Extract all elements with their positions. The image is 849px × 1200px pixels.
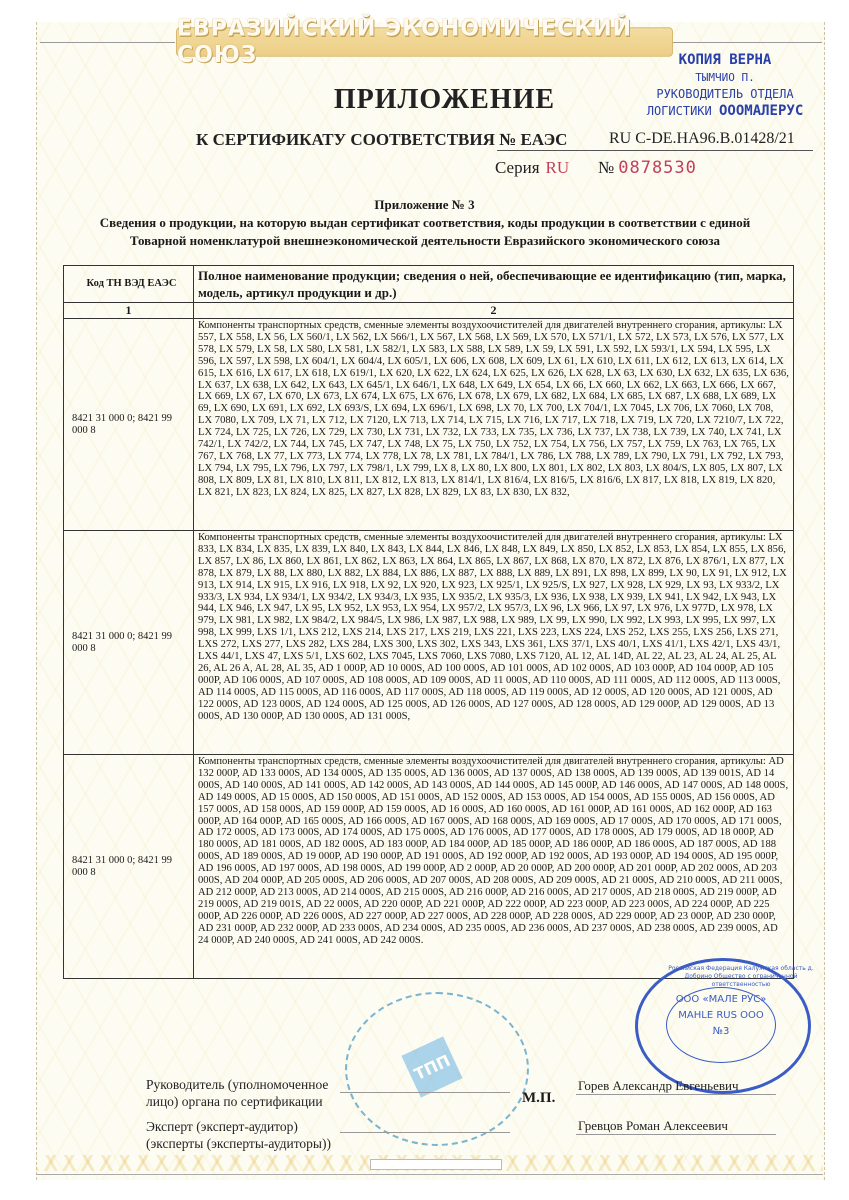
footer-print-code xyxy=(370,1159,502,1170)
blank-number xyxy=(598,158,697,178)
certificate-number-underline xyxy=(497,150,813,151)
expert-signatory-label xyxy=(146,1118,331,1152)
stamp-copy-person: ТЫМЧИО П. xyxy=(695,71,755,84)
blank-number-value: 0878530 xyxy=(618,158,697,178)
seal-logo-icon: ТПП xyxy=(401,1036,462,1097)
expert-signature-line xyxy=(340,1132,510,1133)
table-header-row xyxy=(64,266,794,303)
company-round-stamp xyxy=(635,958,814,1094)
stamp-copy-title: КОПИЯ ВЕРНА xyxy=(678,52,772,68)
head-label-line1: Руководитель (уполномоченное xyxy=(146,1077,329,1092)
row-code: 8421 31 000 0; 8421 99 000 8 xyxy=(64,755,194,979)
appendix-description-line1: Сведения о продукции, на которую выдан сертификат соответствия, коды продукции в соответствии с единой xyxy=(99,215,751,230)
head-label-line2: лицо) органа по сертификации xyxy=(146,1094,323,1109)
row-description: Компоненты транспортных средств, сменные элементы воздухоочистителей для двигателей внутреннего сгорания, артикулы: LX 833, LX 834, LX 835, LX 839, LX 840, LX 843, LX 844, LX 846, LX 848, LX 849, LX 850, LX 852, LX 853, LX 854, LX 855, LX 856, LX 857, LX 86, LX 860, LX 861, LX 862, LX 863, LX 864, LX 865, LX 867, LX 868, LX 870, LX 872, LX 876, LX 876/1, LX 877, LX 878, LX 879, LX 88, LX 880, LX 882, LX 884, LX 886, LX 887, LX 888, LX 889, LX 891, LX 898, LX 899, LX 90, LX 91, LX 912, LX 913, LX 914, LX 915, LX 916, LX 918, LX 92, LX 920, LX 923, LX 925/1, LX 925/S, LX 927, LX 928, LX 929, LX 93, LX 933/2, LX 933/3, LX 934, LX 934/1, LX 934/2, LX 934/3, LX 935, LX 935/2, LX 935/3, LX 936, LX 938, LX 939, LX 941, LX 942, LX 943, LX 944, LX 946, LX 947, LX 95, LX 952, LX 953, LX 954, LX 957/2, LX 957/3, LX 96, LX 966, LX 97, LX 976, LX 977D, LX 978, LX 979, LX 981, LX 982, LX 984/2, LX 984/5, LX 986, LX 987, LX 988, LX 989, LX 99, LX 990, LX 992, LX 993, LX 995, LX 997, LX 998, LX 999, LXS 1/1, LXS 212, LXS 214, LXS 217, LXS 219, LXS 221, LXS 223, LXS 224, LXS 252, LXS 255, LXS 256, LXS 271, LXS 272, LXS 277, LXS 282, LXS 284, LXS 300, LXS 302, LXS 343, LXS 361, LXS 37/1, LXS 40/1, LXS 41/1, LXS 42/1, LXS 43/1, LXS 44/1, LXS 47, LXS 5/1, LXS 602, LXS 7045, LXS 7060, LXS 7080, LXS 7120, AL 12, AL 14D, AL 22, AL 23, AL 24, AL 25, AL 26, AL 26 A, AL 28, AL 35, AD 1 000P, AD 10 000S, AD 100 000S, AD 101 000S, AD 102 000S, AD 103 000P, AD 104 000P, AD 105 000P, AD 106 000S, AD 107 000S, AD 108 000S, AD 109 000S, AD 11 000S, AD 110 000S, AD 111 000S, AD 112 000S, AD 113 000S, AD 114 000S, AD 115 000S, AD 116 000S, AD 117 000S, AD 118 000S, AD 119 000S, AD 12 000S, AD 120 000S, AD 121 000S, AD 122 000S, AD 123 000S, AD 124 000S, AD 125 000S, AD 126 000S, AD 127 000S, AD 128 000S, AD 129 000P, AD 129 000S, AD 13 000S, AD 130 000P, AD 130 000S, AD 131 000S, xyxy=(194,531,794,755)
eaeu-banner: ЕВРАЗИЙСКИЙ ЭКОНОМИЧЕСКИЙ СОЮЗ xyxy=(176,27,673,56)
expert-name: Гревцов Роман Алексеевич xyxy=(578,1118,728,1133)
column-number-1: 1 xyxy=(64,303,194,319)
stamp-copy-position: РУКОВОДИТЕЛЬ ОТДЕЛА xyxy=(656,87,794,101)
column-number-row xyxy=(64,303,794,319)
stamp-copy-company: ОООМАЛЕРУС xyxy=(718,103,804,119)
appendix-description-line2: Товарной номенклатурой внешнеэкономической деятельности Евразийского экономического союза xyxy=(129,233,721,248)
series xyxy=(495,158,569,178)
footer-rule xyxy=(36,1174,823,1175)
row-description: Компоненты транспортных средств, сменные элементы воздухоочистителей для двигателей внутреннего сгорания, артикулы: LX 557, LX 558, LX 56, LX 560/1, LX 562, LX 566/1, LX 567, LX 568, LX 569, LX 570, LX 571/1, LX 572, LX 573, LX 576, LX 577, LX 578, LX 579, LX 58, LX 580, LX 581, LX 582/1, LX 583, LX 588, LX 589, LX 59, LX 591, LX 592, LX 593/1, LX 594, LX 595, LX 596, LX 597, LX 598, LX 604/1, LX 604/4, LX 605/1, LX 606, LX 608, LX 609, LX 61, LX 610, LX 611, LX 612, LX 613, LX 614, LX 615, LX 616, LX 617, LX 618, LX 619/1, LX 620, LX 622, LX 624, LX 625, LX 626, LX 628, LX 63, LX 630, LX 632, LX 635, LX 636, LX 637, LX 638, LX 642, LX 643, LX 645/1, LX 646/1, LX 648, LX 649, LX 654, LX 66, LX 660, LX 662, LX 663, LX 666, LX 667, LX 669, LX 67, LX 670, LX 673, LX 674, LX 675, LX 676, LX 678, LX 679, LX 682, LX 684, LX 685, LX 687, LX 688, LX 689, LX 69, LX 690, LX 691, LX 692, LX 693/S, LX 694, LX 696/1, LX 698, LX 70, LX 700, LX 704/1, LX 7045, LX 706, LX 7060, LX 708, LX 7080, LX 709, LX 71, LX 712, LX 7120, LX 713, LX 714, LX 715, LX 716, LX 717, LX 718, LX 719, LX 720, LX 7210/7, LX 722, LX 724, LX 725, LX 726, LX 729, LX 730, LX 731, LX 732, LX 733, LX 735, LX 736, LX 737, LX 738, LX 739, LX 740, LX 741, LX 742/1, LX 742/2, LX 744, LX 745, LX 747, LX 748, LX 75, LX 750, LX 752, LX 754, LX 756, LX 757, LX 759, LX 763, LX 765, LX 767, LX 768, LX 77, LX 773, LX 774, LX 778, LX 78, LX 781, LX 784/1, LX 786, LX 788, LX 789, LX 790, LX 791, LX 792, LX 793, LX 794, LX 795, LX 796, LX 797, LX 798/1, LX 799, LX 8, LX 80, LX 800, LX 801, LX 802, LX 803, LX 804/S, LX 805, LX 807, LX 808, LX 809, LX 81, LX 810, LX 811, LX 812, LX 813, LX 814/1, LX 816/4, LX 816/5, LX 816/6, LX 817, LX 818, LX 819, LX 820, LX 821, LX 823, LX 824, LX 825, LX 827, LX 828, LX 829, LX 83, LX 830, LX 832, xyxy=(194,319,794,531)
header-description: Полное наименование продукции; сведения о ней, обеспечивающие ее идентификацию (тип, марка, модель, артикул продукции и др.) xyxy=(194,266,794,303)
company-stamp-line1: ООО «МАЛЕ РУС» xyxy=(675,994,767,1005)
series-value: RU xyxy=(545,158,570,177)
company-stamp-line3: №3 xyxy=(712,1026,730,1037)
head-signatory-label xyxy=(146,1076,328,1110)
head-signature-line xyxy=(340,1092,510,1093)
document-subtitle: К СЕРТИФИКАТУ СООТВЕТСТВИЯ № ЕАЭС xyxy=(196,130,568,149)
company-stamp-ring-text: Российская Федерация Калужская область д. Добрино Общество с ограниченной ответственностью xyxy=(668,965,814,988)
seal-place-label: М.П. xyxy=(522,1090,556,1106)
blank-number-label: № xyxy=(598,158,615,177)
document-title: ПРИЛОЖЕНИЕ xyxy=(333,84,556,115)
appendix-title: Приложение № 3 xyxy=(374,197,475,212)
expert-name-line xyxy=(576,1134,776,1135)
row-code: 8421 31 000 0; 8421 99 000 8 xyxy=(64,531,194,755)
expert-label-line2: (эксперты (эксперты-аудиторы)) xyxy=(146,1136,331,1151)
series-label: Серия xyxy=(495,158,540,177)
table-row xyxy=(64,755,794,979)
row-description: Компоненты транспортных средств, сменные элементы воздухоочистителей для двигателей внутреннего сгорания, артикулы: AD 132 000P, AD 133 000S, AD 134 000S, AD 135 000S, AD 136 000S, AD 137 000S, AD 138 000S, AD 139 000S, AD 139 001S, AD 14 000S, AD 140 000S, AD 141 000S, AD 142 000S, AD 143 000S, AD 144 000S, AD 145 000P, AD 146 000S, AD 147 000S, AD 148 000S, AD 149 000S, AD 15 000S, AD 150 000S, AD 151 000S, AD 152 000S, AD 153 000S, AD 154 000S, AD 155 000S, AD 156 000S, AD 157 000S, AD 158 000S, AD 159 000P, AD 159 000S, AD 16 000S, AD 160 000S, AD 161 000P, AD 161 000S, AD 162 000P, AD 163 000P, AD 164 000P, AD 165 000S, AD 166 000S, AD 167 000S, AD 168 000S, AD 169 000S, AD 17 000S, AD 170 000S, AD 171 000S, AD 172 000S, AD 173 000S, AD 174 000S, AD 175 000S, AD 176 000S, AD 177 000S, AD 178 000S, AD 179 000S, AD 18 000P, AD 180 000S, AD 181 000S, AD 182 000S, AD 183 000P, AD 184 000P, AD 185 000P, AD 186 000P, AD 186 000S, AD 187 000S, AD 188 000S, AD 189 000S, AD 19 000P, AD 190 000P, AD 191 000S, AD 192 000P, AD 192 000S, AD 193 000P, AD 194 000S, AD 195 000P, AD 196 000S, AD 197 000S, AD 198 000S, AD 199 000P, AD 2 000P, AD 20 000P, AD 200 000P, AD 201 000P, AD 202 000S, AD 203 000S, AD 204 000P, AD 205 000S, AD 206 000S, AD 207 000S, AD 208 000S, AD 209 000S, AD 21 000S, AD 210 000S, AD 211 000S, AD 212 000P, AD 213 000S, AD 214 000S, AD 215 000S, AD 216 000P, AD 216 000S, AD 217 000S, AD 218 000S, AD 219 000P, AD 219 000S, AD 219 001S, AD 22 000S, AD 220 000P, AD 221 000P, AD 222 000P, AD 223 000P, AD 223 000S, AD 224 000P, AD 225 000P, AD 226 000P, AD 226 000S, AD 227 000P, AD 227 000S, AD 228 000P, AD 228 000S, AD 229 000P, AD 23 000P, AD 230 000P, AD 231 000P, AD 232 000P, AD 233 000S, AD 234 000S, AD 235 000S, AD 236 000S, AD 237 000S, AD 238 000S, AD 239 000S, AD 24 000P, AD 240 000S, AD 241 000S, AD 242 000S. xyxy=(194,755,794,979)
head-name: Горев Александр Евгеньевич xyxy=(578,1078,739,1093)
certificate-number: RU C-DE.HA96.B.01428/21 xyxy=(609,130,795,147)
banner-rule-left xyxy=(40,42,175,43)
table-row xyxy=(64,319,794,531)
expert-label-line1: Эксперт (эксперт-аудитор) xyxy=(146,1119,298,1134)
banner-rule-right xyxy=(672,42,822,43)
header-code: Код ТН ВЭД ЕАЭС xyxy=(64,266,194,303)
column-number-2: 2 xyxy=(194,303,794,319)
stamp-copy-dept-prefix: ЛОГИСТИКИ xyxy=(646,104,712,118)
certification-body-seal xyxy=(345,992,529,1146)
table-row xyxy=(64,531,794,755)
appendix-description xyxy=(55,214,795,250)
company-stamp-line2: MAHLE RUS OOO xyxy=(678,1010,764,1021)
company-stamp-center xyxy=(666,987,776,1063)
row-code: 8421 31 000 0; 8421 99 000 8 xyxy=(64,319,194,531)
head-name-line xyxy=(576,1094,776,1095)
product-table xyxy=(63,265,794,979)
